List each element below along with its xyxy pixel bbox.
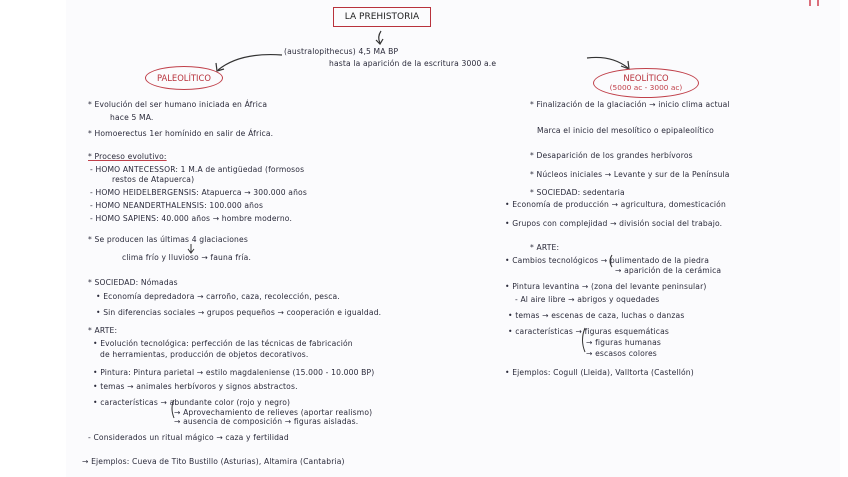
- paleo-line: - Considerados un ritual mágico → caza y fertilidad: [88, 433, 289, 442]
- paleo-line: → Aprovechamiento de relieves (aportar realismo): [174, 408, 373, 417]
- paleo-line: • temas → animales herbívoros y signos abstractos.: [93, 382, 298, 391]
- neo-line: • Ejemplos: Cogull (Lleida), Valltorta (Castellón): [505, 368, 694, 377]
- neo-line: • Economía de producción → agricultura, domesticación: [505, 200, 726, 209]
- neo-line: * Finalización de la glaciación → inicio clima actual: [530, 100, 730, 109]
- paleo-line: → ausencia de composición → figuras aisladas.: [174, 417, 359, 426]
- paleo-line: • Sin diferencias sociales → grupos pequeños → cooperación e igualdad.: [96, 308, 382, 317]
- paleo-line: de herramientas, producción de objetos decorativos.: [100, 350, 309, 359]
- neo-line: • Cambios tecnológicos → pulimentado de la piedra: [505, 256, 710, 265]
- paleo-line: * SOCIEDAD: Nómadas: [88, 278, 178, 287]
- paleo-line: * Proceso evolutivo:: [88, 152, 167, 161]
- paleo-line: - HOMO SAPIENS: 40.000 años → hombre moderno.: [90, 214, 293, 223]
- neolitico-heading: NEOLÍTICO (5000 ac - 3000 ac): [593, 68, 699, 98]
- neo-line: * Desaparición de los grandes herbívoros: [530, 151, 693, 160]
- neo-line: • Grupos con complejidad → división social del trabajo.: [505, 219, 723, 228]
- paleo-line: * ARTE:: [88, 326, 118, 335]
- neo-line: - Al aire libre → abrigos y oquedades: [515, 295, 660, 304]
- neo-line: * SOCIEDAD: sedentaria: [530, 188, 625, 197]
- paleolitico-heading: PALEOLÍTICO: [145, 66, 223, 90]
- paleo-line: clima frío y lluvioso → fauna fría.: [122, 253, 252, 262]
- paleo-line: → Ejemplos: Cueva de Tito Bustillo (Asturias), Altamira (Cantabria): [82, 457, 345, 466]
- neo-line: → escasos colores: [586, 349, 657, 358]
- paleo-line: • Evolución tecnológica: perfección de las técnicas de fabricación: [93, 339, 353, 348]
- paleo-line: - HOMO NEANDERTHALENSIS: 100.000 años: [90, 201, 264, 210]
- neo-line: * Núcleos iniciales → Levante y sur de la Península: [530, 170, 730, 179]
- paleo-line: - HOMO ANTECESSOR: 1 M.A de antigüedad (formosos: [90, 165, 305, 174]
- page-title: LA PREHISTORIA: [333, 7, 431, 27]
- page-corner-mark: [808, 0, 822, 7]
- neo-line: → figuras humanas: [586, 338, 661, 347]
- neo-line: → aparición de la cerámica: [615, 266, 722, 275]
- neo-line: • temas → escenas de caza, luchas o danzas: [508, 311, 685, 320]
- intro-line-1: (australopithecus) 4,5 MA BP: [284, 47, 399, 56]
- paleo-line: restos de Atapuerca): [112, 175, 195, 184]
- paleo-line: hace 5 MA.: [110, 113, 154, 122]
- intro-line-2: hasta la aparición de la escritura 3000 a.e: [329, 59, 497, 68]
- paleo-line: - HOMO HEIDELBERGENSIS: Atapuerca → 300.000 años: [90, 188, 307, 197]
- paleo-line: • Pintura: Pintura parietal → estilo magdaleniense (15.000 - 10.000 BP): [93, 368, 375, 377]
- neo-line: • Pintura levantina → (zona del levante peninsular): [505, 282, 707, 291]
- paleo-line: * Evolución del ser humano iniciada en África: [88, 100, 268, 109]
- paleo-line: • Economía depredadora → carroño, caza, recolección, pesca.: [96, 292, 340, 301]
- neolitico-dates: (5000 ac - 3000 ac): [609, 83, 683, 92]
- neo-line: Marca el inicio del mesolítico o epipaleolítico: [537, 126, 714, 135]
- paleo-line: • características → abundante color (rojo y negro): [93, 398, 291, 407]
- paleo-line: * Se producen las últimas 4 glaciaciones: [88, 235, 248, 244]
- neo-line: * ARTE:: [530, 243, 560, 252]
- neo-line: • características → figuras esquemáticas: [508, 327, 669, 336]
- paleo-line: * Homoerectus 1er homínido en salir de África.: [88, 129, 274, 138]
